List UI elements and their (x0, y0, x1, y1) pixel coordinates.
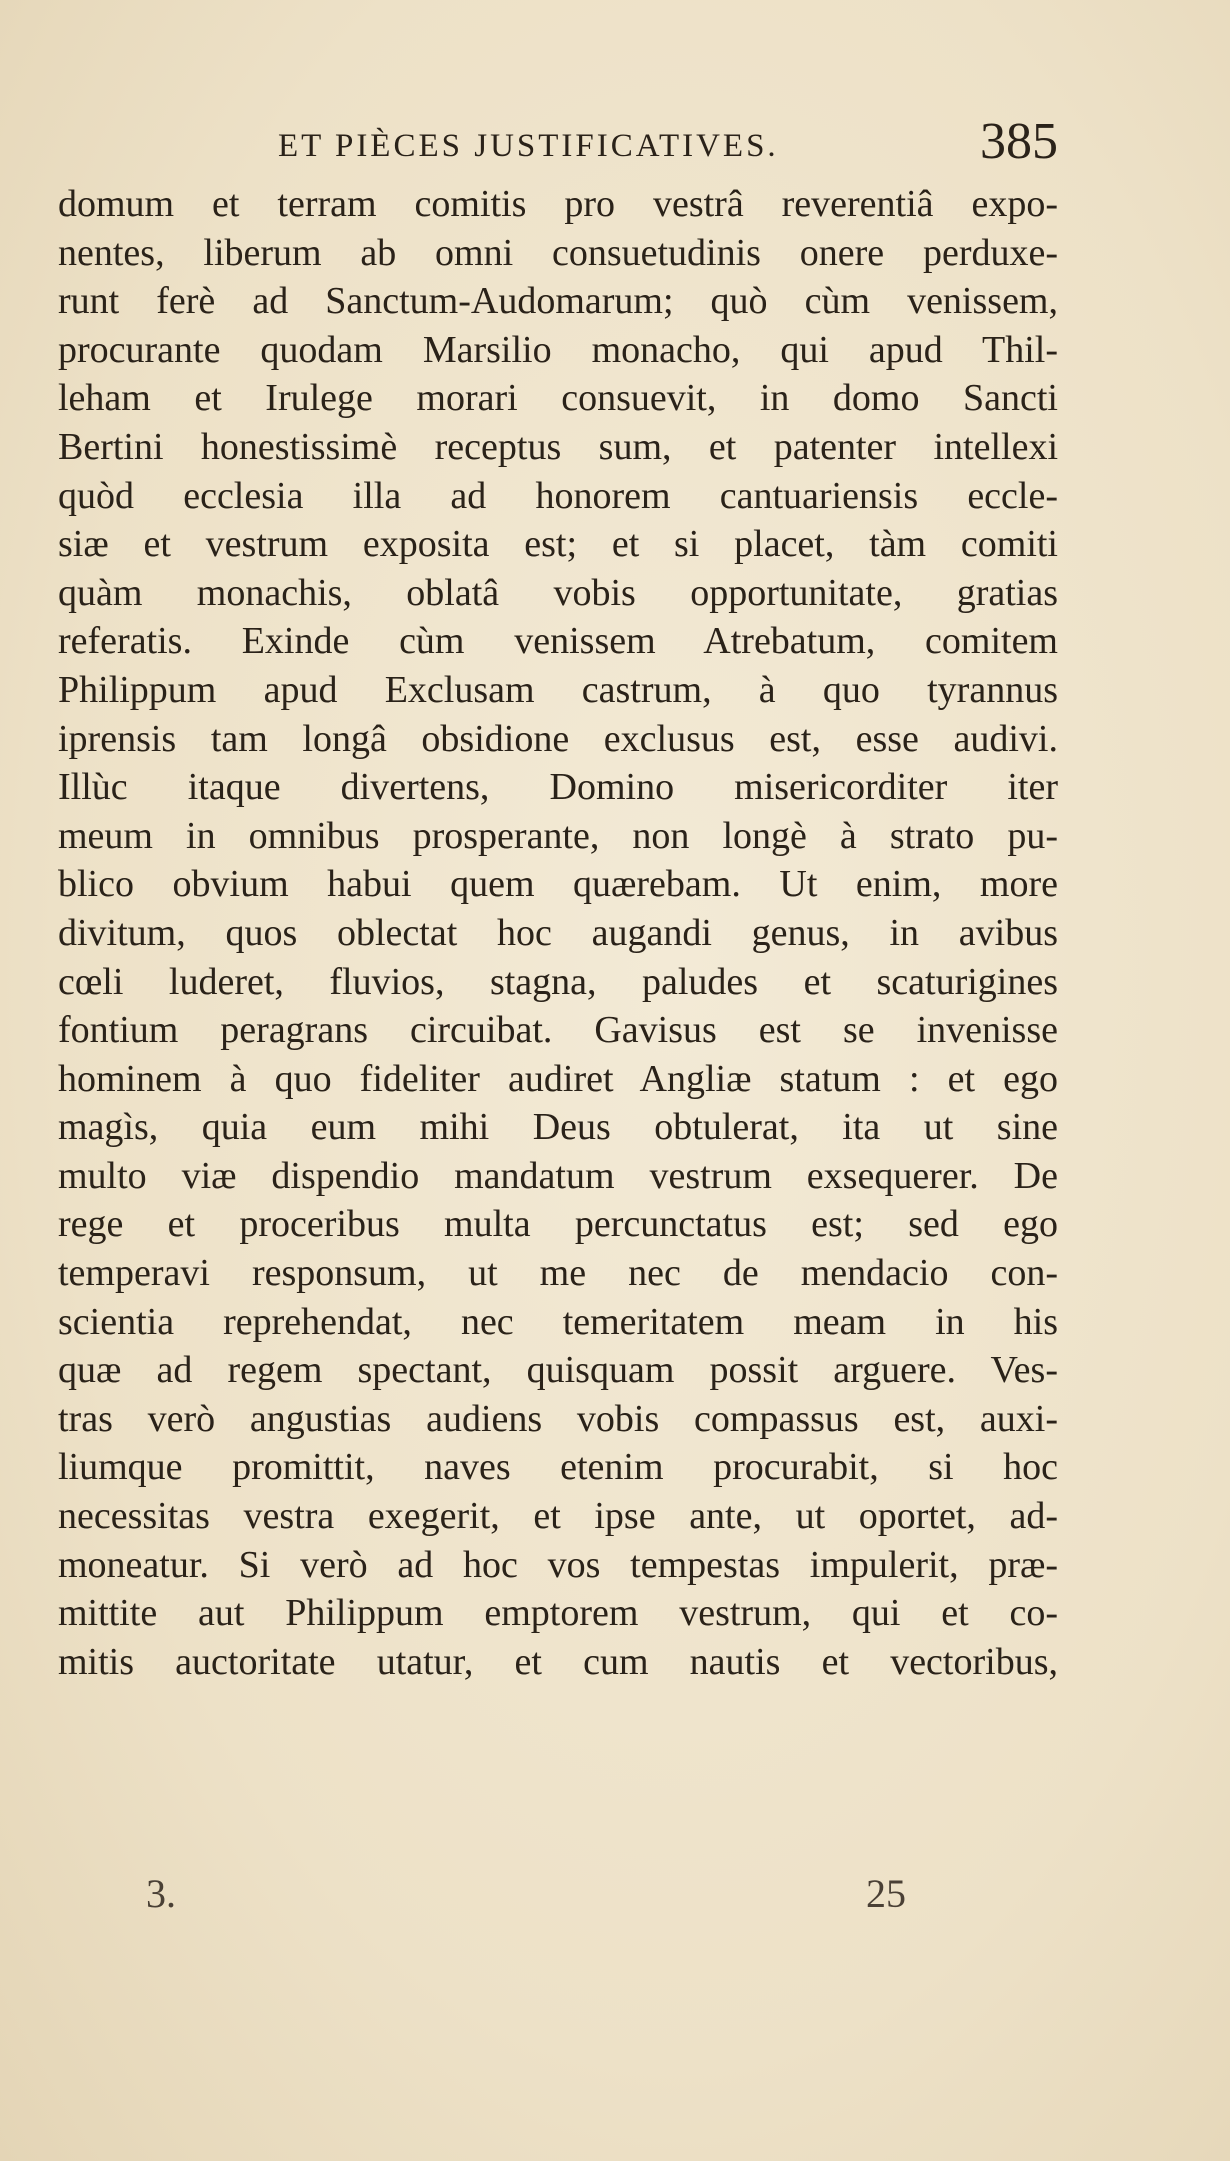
page-footer (58, 1870, 1058, 1930)
running-head (58, 113, 1058, 174)
text-line: rege et proceribus multa percunctatus est; sed ego (58, 1203, 1058, 1246)
text-line: fontium peragrans circuibat. Gavisus est se invenisse (58, 1009, 1058, 1052)
text-line: nentes, liberum ab omni consuetudinis onere perduxe- (58, 231, 1058, 274)
text-line: divitum, quos oblectat hoc augandi genus, in avibus (58, 911, 1058, 954)
text-line: magìs, quia eum mihi Deus obtulerat, ita ut sine (58, 1106, 1058, 1149)
text-line: necessitas vestra exegerit, et ipse ante, ut oportet, ad- (58, 1495, 1058, 1538)
page-number: 385 (980, 113, 1058, 170)
text-line: temperavi responsum, ut me nec de mendacio con- (58, 1252, 1058, 1295)
text-line: runt ferè ad Sanctum-Audomarum; quò cùm venissem, (58, 280, 1058, 323)
text-line: multo viæ dispendio mandatum vestrum exsequerer. De (58, 1154, 1058, 1197)
text-line: quæ ad regem spectant, quisquam possit arguere. Ves- (58, 1349, 1058, 1392)
text-line: blico obvium habui quem quærebam. Ut enim, more (58, 863, 1058, 906)
text-line: Illùc itaque divertens, Domino misericorditer iter (58, 766, 1058, 809)
text-line: Bertini honestissimè receptus sum, et patenter intellexi (58, 425, 1058, 468)
text-line: Philippum apud Exclusam castrum, à quo tyrannus (58, 668, 1058, 711)
body-text (58, 180, 1058, 1686)
text-line: referatis. Exinde cùm venissem Atrebatum, comitem (58, 620, 1058, 663)
text-line: mitis auctoritate utatur, et cum nautis et vectoribus, (58, 1640, 1058, 1683)
text-line: moneatur. Si verò ad hoc vos tempestas impulerit, præ- (58, 1543, 1058, 1586)
text-line: scientia reprehendat, nec temeritatem meam in his (58, 1300, 1058, 1343)
text-line: liumque promittit, naves etenim procurabit, si hoc (58, 1446, 1058, 1489)
text-line: domum et terram comitis pro vestrâ reverentiâ expo- (58, 183, 1058, 225)
text-line: hominem à quo fideliter audiret Angliæ statum : et ego (58, 1057, 1058, 1100)
text-line: quàm monachis, oblatâ vobis opportunitate, gratias (58, 571, 1058, 614)
text-line: tras verò angustias audiens vobis compassus est, auxi- (58, 1397, 1058, 1440)
signature-mark: 3. (146, 1871, 176, 1916)
text-line: leham et Irulege morari consuevit, in domo Sancti (58, 377, 1058, 420)
gathering-number: 25 (866, 1871, 906, 1916)
text-line: iprensis tam longâ obsidione exclusus est, esse audivi. (58, 717, 1058, 760)
text-line: procurante quodam Marsilio monacho, qui apud Thil- (58, 328, 1058, 371)
text-line: meum in omnibus prosperante, non longè à strato pu- (58, 814, 1058, 857)
text-line: quòd ecclesia illa ad honorem cantuariensis eccle- (58, 474, 1058, 517)
running-title: ET PIÈCES JUSTIFICATIVES. (278, 128, 779, 164)
text-line: cœli luderet, fluvios, stagna, paludes et scaturigines (58, 960, 1058, 1003)
text-line: mittite aut Philippum emptorem vestrum, qui et co- (58, 1592, 1058, 1635)
text-line: siæ et vestrum exposita est; et si placet, tàm comiti (58, 523, 1058, 566)
